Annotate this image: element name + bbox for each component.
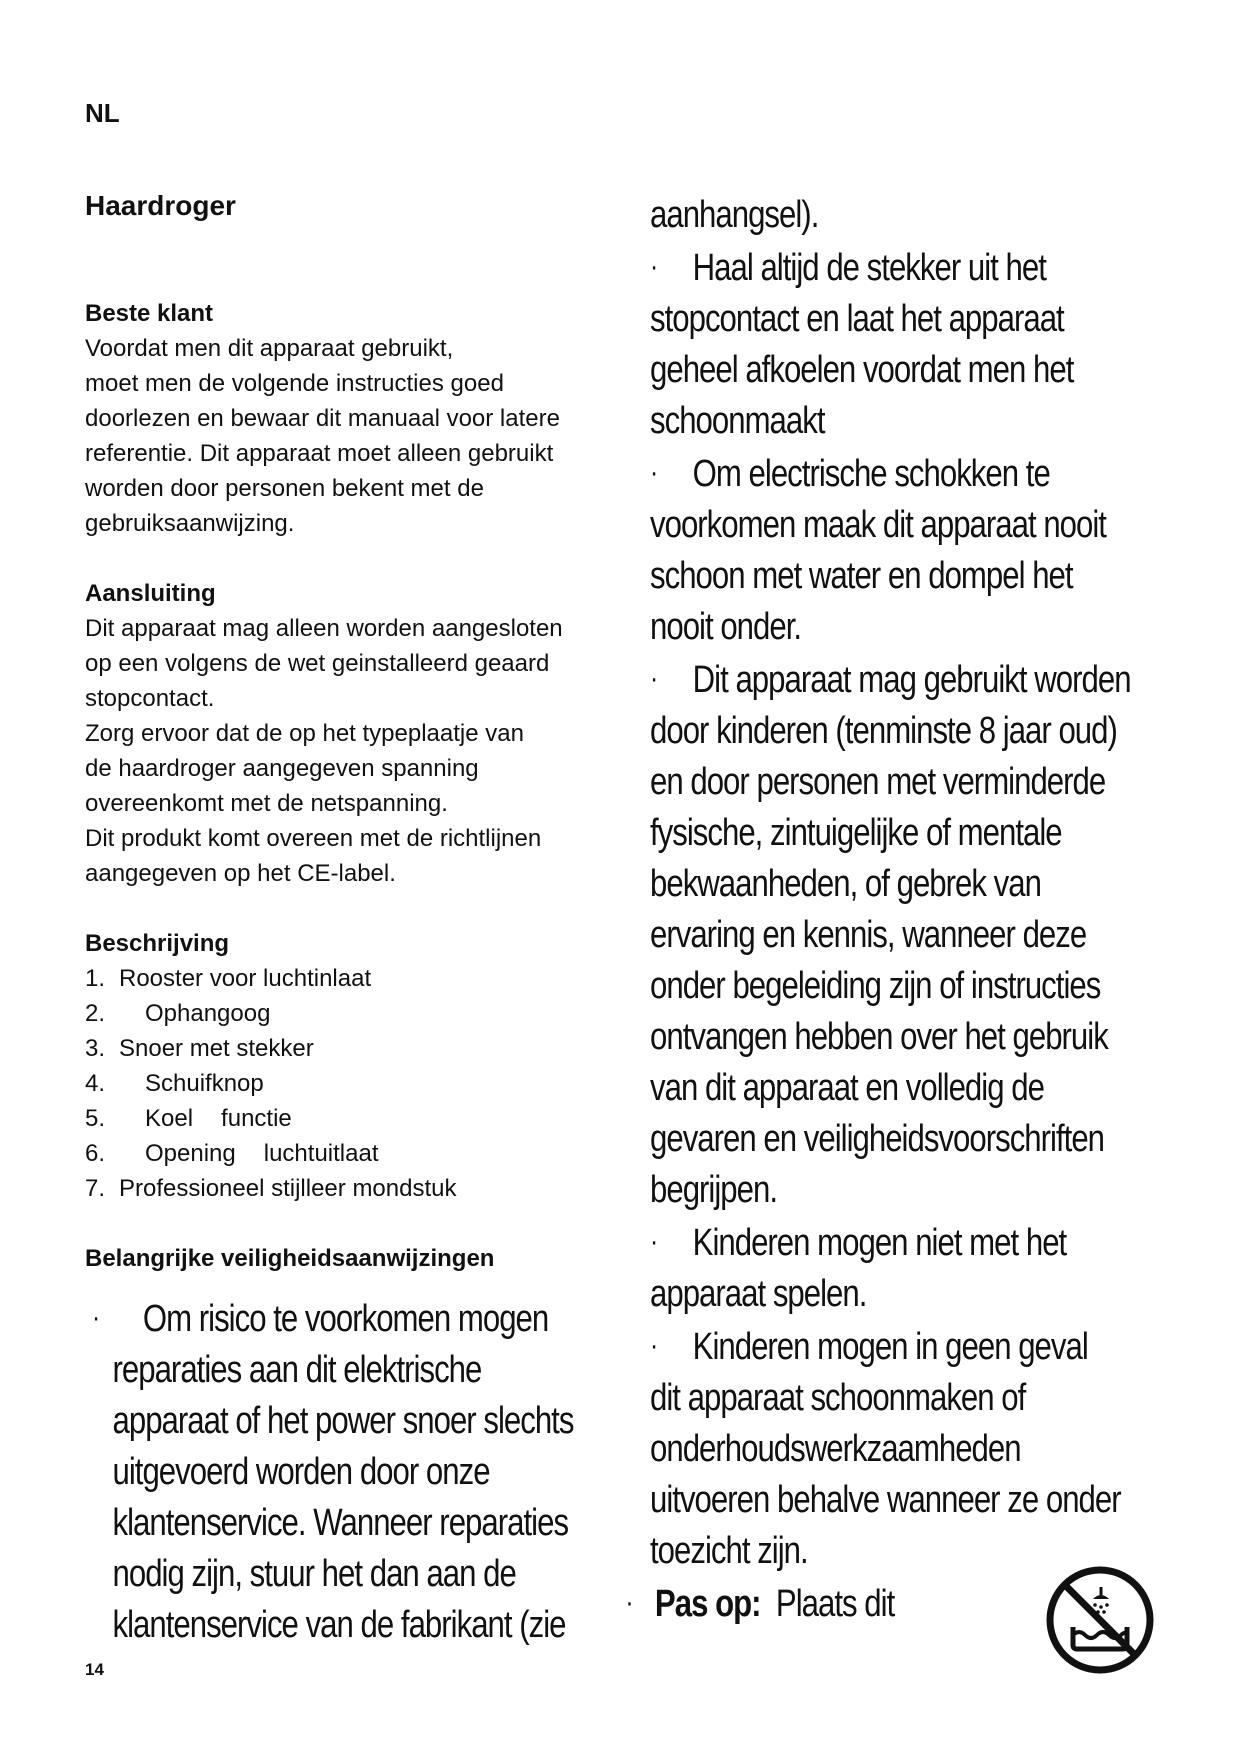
bullet-dot: ·: [92, 1301, 100, 1334]
bullet-line: voorkomen maak dit apparaat nooit: [650, 504, 1106, 546]
bullet-line: gevaren en veiligheidsvoorschriften: [650, 1118, 1105, 1160]
list-item: [85, 996, 645, 1031]
list-text: Professioneel stijlleer mondstuk: [119, 1175, 457, 1202]
bullet-line: van dit apparaat en volledig de: [650, 1067, 1044, 1109]
bullet-first-line: [650, 1320, 1240, 1373]
list-number: 4.: [85, 1070, 106, 1097]
connection-line: Dit apparaat mag alleen worden aangesloten: [85, 615, 563, 642]
bullet-dot: ·: [650, 1329, 658, 1362]
page-title: Haardroger: [85, 190, 236, 221]
list-item: [85, 1171, 645, 1206]
bullet-line: bekwaanheden, of gebrek van: [650, 863, 1041, 905]
bullet-line: ontvangen hebben over het gebruik: [650, 1016, 1108, 1058]
connection-section: [85, 576, 645, 891]
connection-line: overeenkomt met de netspanning.: [85, 790, 448, 817]
bullet-dot: ·: [650, 250, 658, 283]
bullet-text: Dit apparaat mag gebruikt worden: [692, 659, 1131, 701]
connection-line: stopcontact.: [85, 685, 215, 712]
bullet-line: nodig zijn, stuur het dan aan de: [112, 1553, 516, 1595]
list-text: Schuifknop: [145, 1070, 264, 1097]
list-item: [85, 1066, 645, 1101]
list-text: functie: [221, 1105, 292, 1132]
list-item: [85, 1031, 645, 1066]
bullet-line: schoon met water en dompel het: [650, 555, 1073, 597]
bullet-text: Om electrische schokken te: [692, 453, 1050, 495]
list-number: 3.: [85, 1035, 106, 1062]
connection-line: Dit produkt komt overeen met de richtlijnen: [85, 825, 542, 852]
page-number: 14: [85, 1660, 104, 1679]
description-section: [85, 926, 645, 1206]
bullet-line: stopcontact en laat het apparaat: [650, 298, 1064, 340]
list-text: Ophangoog: [145, 1000, 271, 1027]
bullet-line: nooit onder.: [650, 606, 802, 648]
bullet-line: uitvoeren behalve wanneer ze onder: [650, 1479, 1121, 1521]
bullet-text: Haal altijd de stekker uit het: [692, 247, 1046, 289]
list-number: 7.: [85, 1175, 106, 1202]
bullet-first-line: [92, 1292, 617, 1345]
bullet-line: onderhoudswerkzaamheden: [650, 1428, 1021, 1470]
bullet-line: en door personen met verminderde: [650, 761, 1106, 803]
connection-heading: Aansluiting: [85, 580, 216, 607]
intro-heading: Beste klant: [85, 300, 214, 327]
list-number: 2.: [85, 1000, 106, 1027]
connection-line: aangegeven op het CE-label.: [85, 860, 396, 887]
bullet-dot: ·: [650, 456, 658, 489]
bullet-dot: ·: [650, 662, 658, 695]
bullet-line: begrijpen.: [650, 1169, 778, 1211]
bullet-first-line: [650, 653, 1240, 706]
intro-line: doorlezen en bewaar dit manuaal voor latere: [85, 405, 560, 432]
list-number: 5.: [85, 1105, 106, 1132]
connection-line: Zorg ervoor dat de op het typeplaatje van: [85, 720, 524, 747]
bullet-line: klantenservice van de fabrikant (zie: [112, 1604, 566, 1646]
list-item: [85, 1101, 645, 1136]
list-text: Opening: [145, 1140, 236, 1167]
bullet-line: toezicht zijn.: [650, 1530, 808, 1572]
bullet-text: Kinderen mogen in geen geval: [692, 1326, 1088, 1368]
caution-text: Plaats dit: [775, 1583, 895, 1625]
intro-section: [85, 296, 645, 541]
bullet-first-line: [650, 447, 1240, 500]
bullet-line: apparaat of het power snoer slechts: [112, 1400, 574, 1442]
bullet-first-line: [650, 1216, 1240, 1269]
list-text: Koel: [145, 1105, 194, 1132]
bullet-line: fysische, zintuigelijke of mentale: [650, 812, 1062, 854]
list-text: Snoer met stekker: [119, 1035, 314, 1062]
intro-line: worden door personen bekent met de: [85, 475, 484, 502]
description-heading: Beschrijving: [85, 930, 230, 957]
no-shower-bath-icon: [1045, 1565, 1155, 1675]
bullet-line: klantenservice. Wanneer reparaties: [112, 1502, 569, 1544]
bullet-text: Om risico te voorkomen mogen: [142, 1298, 549, 1340]
bullet-first-line: [650, 241, 1240, 294]
safety-bullet-left: [92, 1292, 617, 1651]
safety-heading: Belangrijke veiligheidsaanwijzingen: [85, 1245, 495, 1272]
bullet-line: apparaat spelen.: [650, 1273, 867, 1315]
connection-line: de haardroger aangegeven spanning: [85, 755, 479, 782]
intro-line: gebruiksaanwijzing.: [85, 510, 295, 537]
left-column: [85, 296, 645, 1276]
bullet-line: door kinderen (tenminste 8 jaar oud): [650, 710, 1117, 752]
caution-label: Pas op:: [654, 1583, 761, 1625]
list-number: 1.: [85, 965, 106, 992]
connection-line: op een volgens de wet geinstalleerd geaard: [85, 650, 550, 677]
bullet-dot: ·: [650, 1225, 658, 1258]
intro-line: Voordat men dit apparaat gebruikt,: [85, 335, 454, 362]
right-column: [625, 190, 1240, 1630]
bullet-line: ervaring en kennis, wanneer deze: [650, 914, 1087, 956]
list-item: [85, 1136, 645, 1171]
language-code: NL: [85, 98, 120, 128]
bullet-line: dit apparaat schoonmaken of: [650, 1377, 1026, 1419]
list-text: luchtuitlaat: [263, 1140, 379, 1167]
list-item: [85, 961, 645, 996]
bullet-line: geheel afkoelen voordat men het: [650, 349, 1074, 391]
bullet-line: uitgevoerd worden door onze: [112, 1451, 490, 1493]
list-text: Rooster voor luchtinlaat: [119, 965, 372, 992]
intro-line: moet men de volgende instructies goed: [85, 370, 504, 397]
bullet-line: schoonmaakt: [650, 400, 825, 442]
bullet-dot: ·: [625, 1586, 633, 1619]
intro-line: referentie. Dit apparaat moet alleen gebruikt: [85, 440, 554, 467]
continuation-line: aanhangsel).: [650, 194, 819, 236]
bullet-line: onder begeleiding zijn of instructies: [650, 965, 1101, 1007]
bullet-line: reparaties aan dit elektrische: [112, 1349, 482, 1391]
list-number: 6.: [85, 1140, 106, 1167]
bullet-text: Kinderen mogen niet met het: [692, 1222, 1067, 1264]
